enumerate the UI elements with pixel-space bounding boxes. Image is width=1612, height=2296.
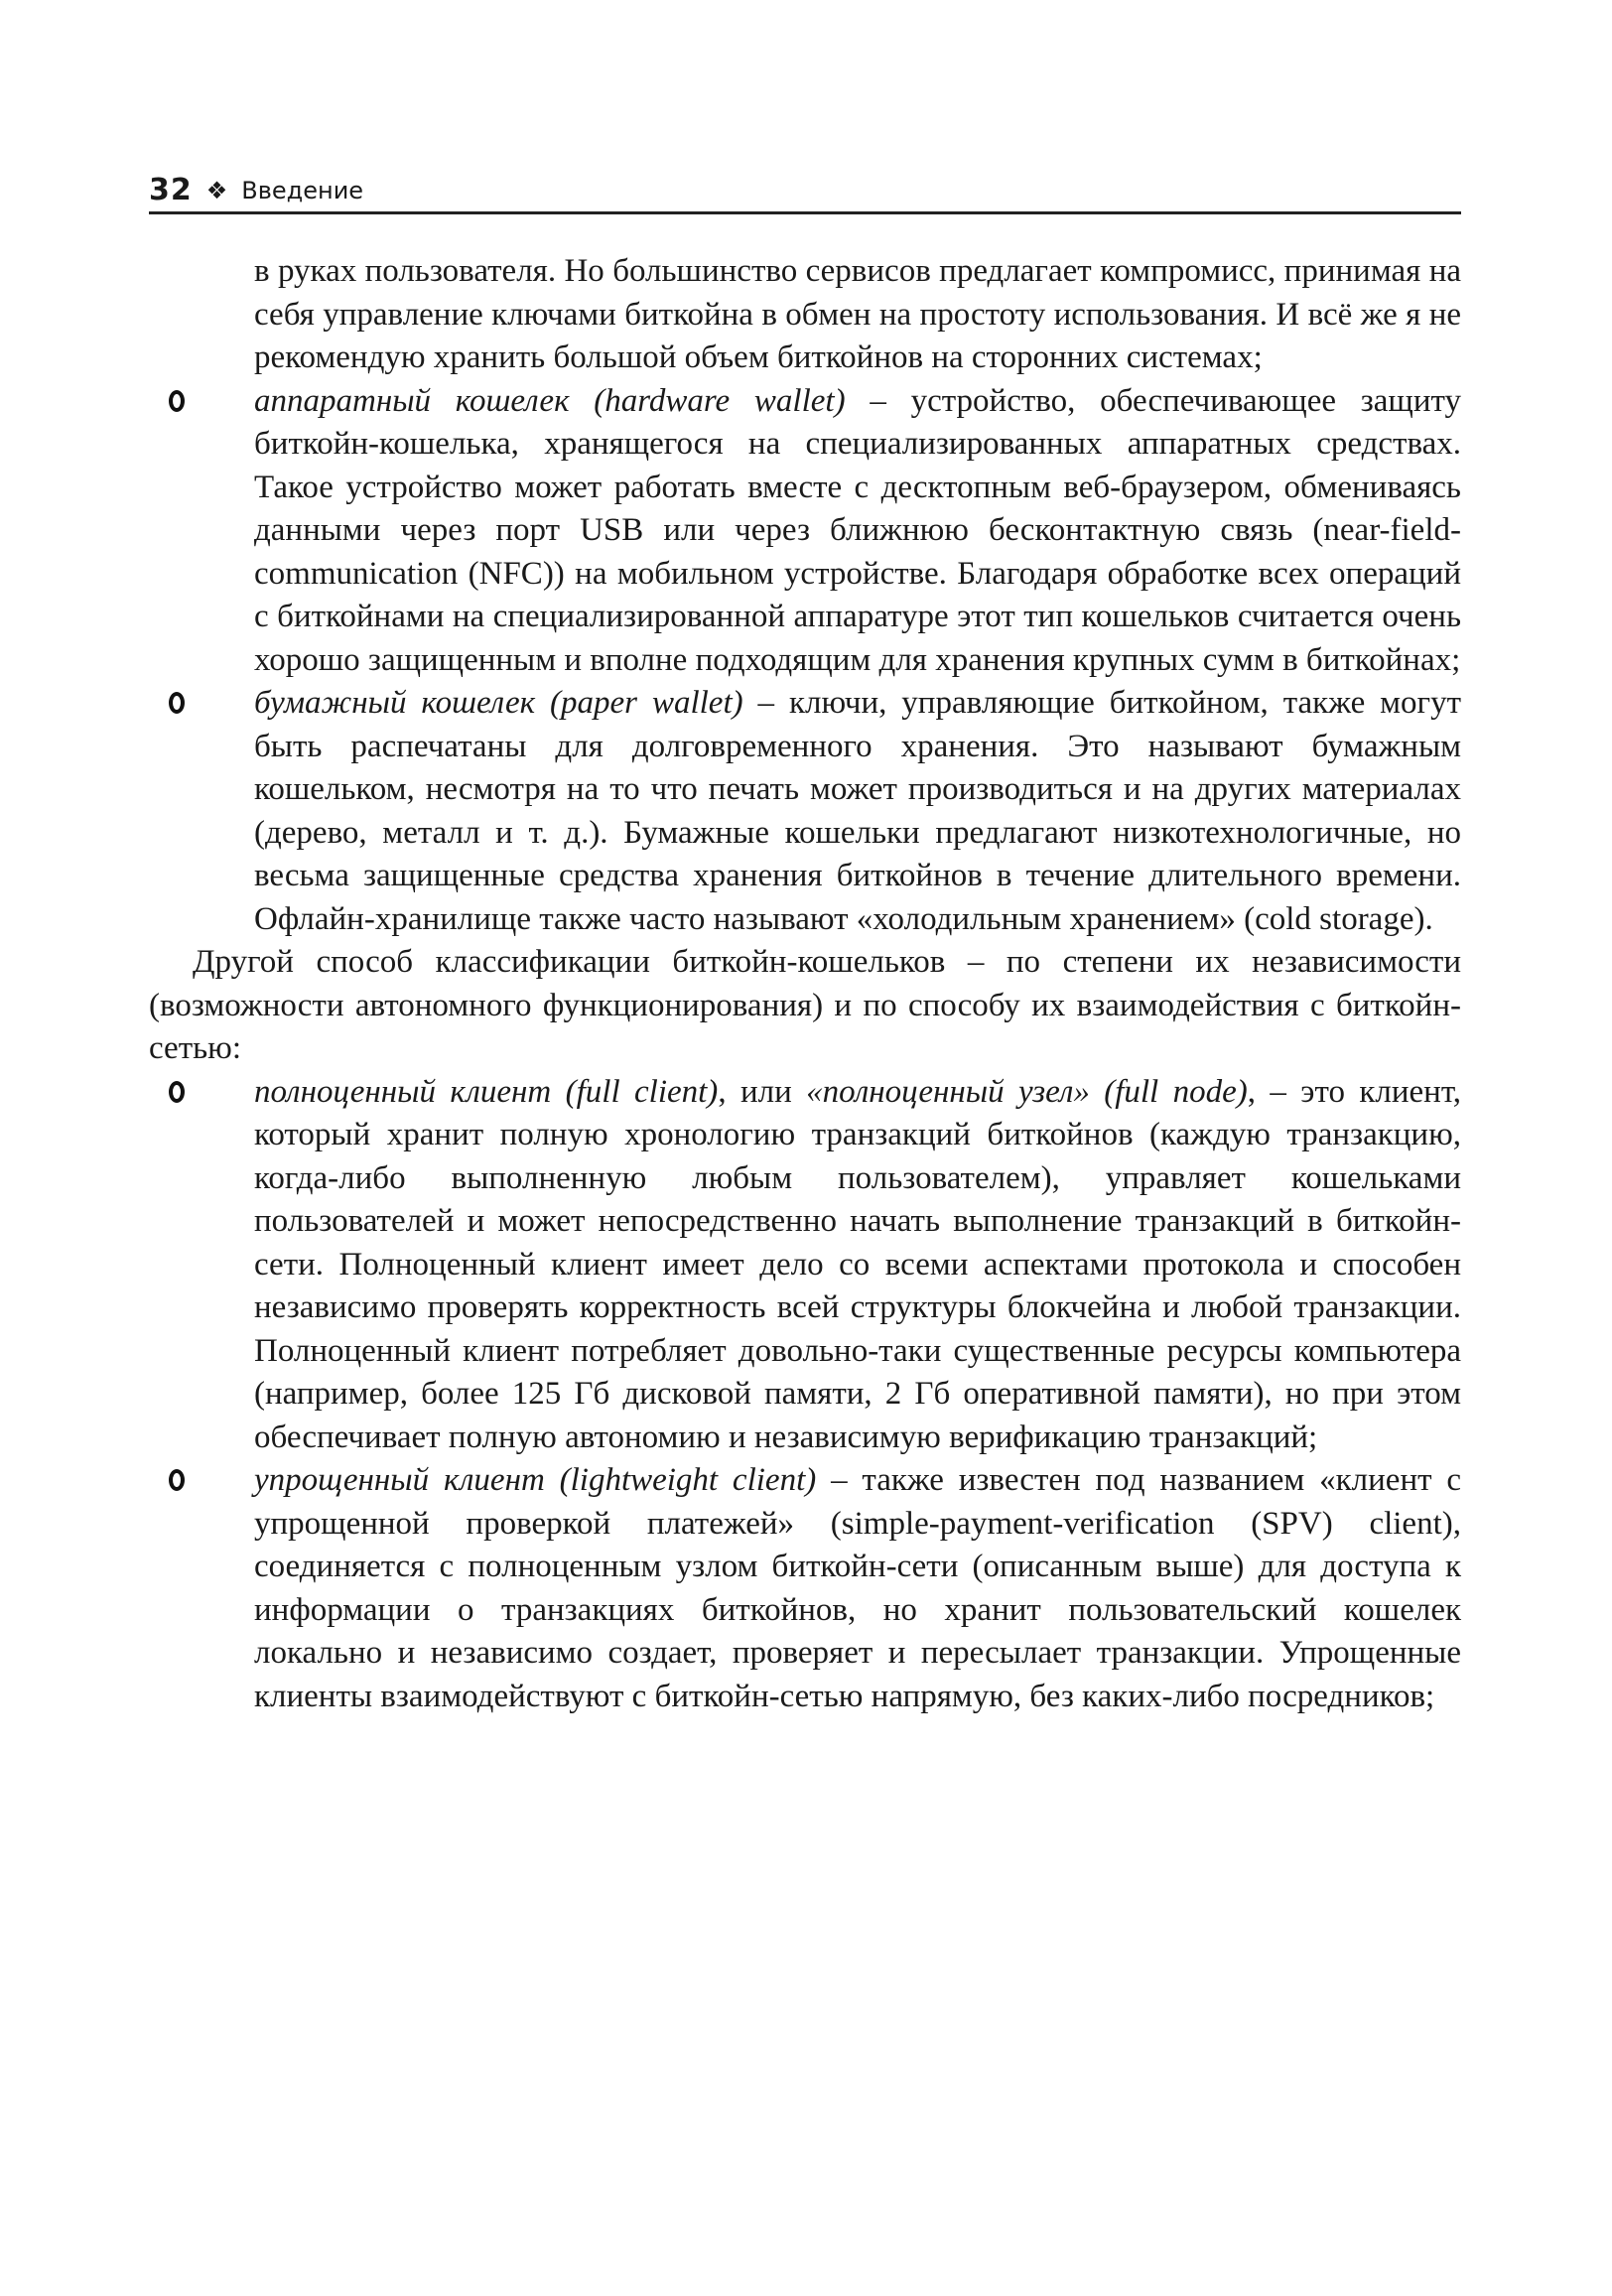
definition: – ключи, управляющие биткойном, также могут быть распечатаны для долговременного хранения. Это называют бумажным кошельком, несмотря на то что печать может производиться и на других материалах (дерево, металл и т. д.). Бумажные кошельки предлагают низкотехнологичные, но весьма защищенные средства хранения биткойнов в течение длительного времени. Офлайн-хранилище также часто называют «холодильным хранением» (cold storage). (254, 685, 1461, 937)
bullet-circle-icon (169, 1081, 185, 1103)
list-item-lightweight-client (254, 1459, 1461, 1718)
definition: – устройство, обеспечивающее защиту биткойн-кошелька, хранящегося на специализированных аппаратных средствах. Такое устройство может работать вместе с десктопным веб-браузером, обмениваясь данными через порт USB или через ближнюю бесконтактную связь (near-field-communication (NFC)) на мобильном устройстве. Благодаря обработке всех операций с биткойнами на специализированной аппаратуре этот тип кошельков считается очень хорошо защищенным и вполне подходящим для хранения крупных сумм в биткойнах; (254, 382, 1461, 678)
running-header (149, 167, 1461, 214)
list-item-full-client (254, 1071, 1461, 1460)
page-number: 32 (149, 173, 193, 207)
term: бумажный кошелек (paper wallet) (254, 685, 743, 721)
section-title: Введение (241, 177, 364, 204)
definition: , – это клиент, который хранит полную хронологию транзакций биткойнов (каждую транзакцию, когда-либо выполненную любым пользователем), управляет кошельками пользователей и может непосредственно начать выполнение транзакций в биткойн-сети. Полноценный клиент имеет дело со всеми аспектами протокола и способен независимо проверять корректность всей структуры блокчейна и любой транзакции. Полноценный клиент потребляет довольно-таки существенные ресурсы компьютера (например, более 125 Гб дисковой памяти, 2 Гб оперативной памяти), но при этом обеспечивает полную автономию и независимую верификацию транзакций; (254, 1073, 1462, 1455)
bullet-circle-icon (169, 1469, 185, 1491)
bullet-circle-icon (169, 692, 185, 714)
term: аппаратный кошелек (hardware wallet) (254, 382, 846, 419)
list-item-hardware-wallet (254, 380, 1461, 683)
term: упрощенный клиент (lightweight client) (254, 1462, 817, 1498)
definition: – также известен под названием «клиент с упрощенной проверкой платежей» (simple-payment-verification (SPV) client), соединяется с полноценным узлом биткойн-сети (описанным выше) для доступа к информации о транзакциях биткойнов, но хранит пользовательский кошелек локально и независимо создает, проверяет и пересылает транзакции. Упрощенные клиенты взаимодействуют с биткойн-сетью напрямую, без каких-либо посредников; (254, 1462, 1462, 1714)
list-item-paper-wallet (254, 682, 1461, 941)
ornament-icon: ❖ (205, 177, 228, 204)
term: полноценный клиент (full client) (254, 1073, 719, 1110)
continued-list-item: в руках пользователя. Но большинство сервисов предлагает компромисс, принимая на себя управление ключами биткойна в обмен на простоту использования. И всё же я не рекомендую хранить большой объем биткойнов на сторонних системах; (254, 253, 1461, 375)
term-alt: «полноценный узел» (full node) (806, 1073, 1248, 1110)
page-body (149, 250, 1461, 1718)
bullet-circle-icon (169, 390, 185, 412)
connector-text: , или (718, 1073, 807, 1110)
body-paragraph: Другой способ классификации биткойн-кошельков – по степени их независимости (возможности автономного функционирования) и по способу их взаимодействия с биткойн-сетью: (149, 944, 1461, 1066)
